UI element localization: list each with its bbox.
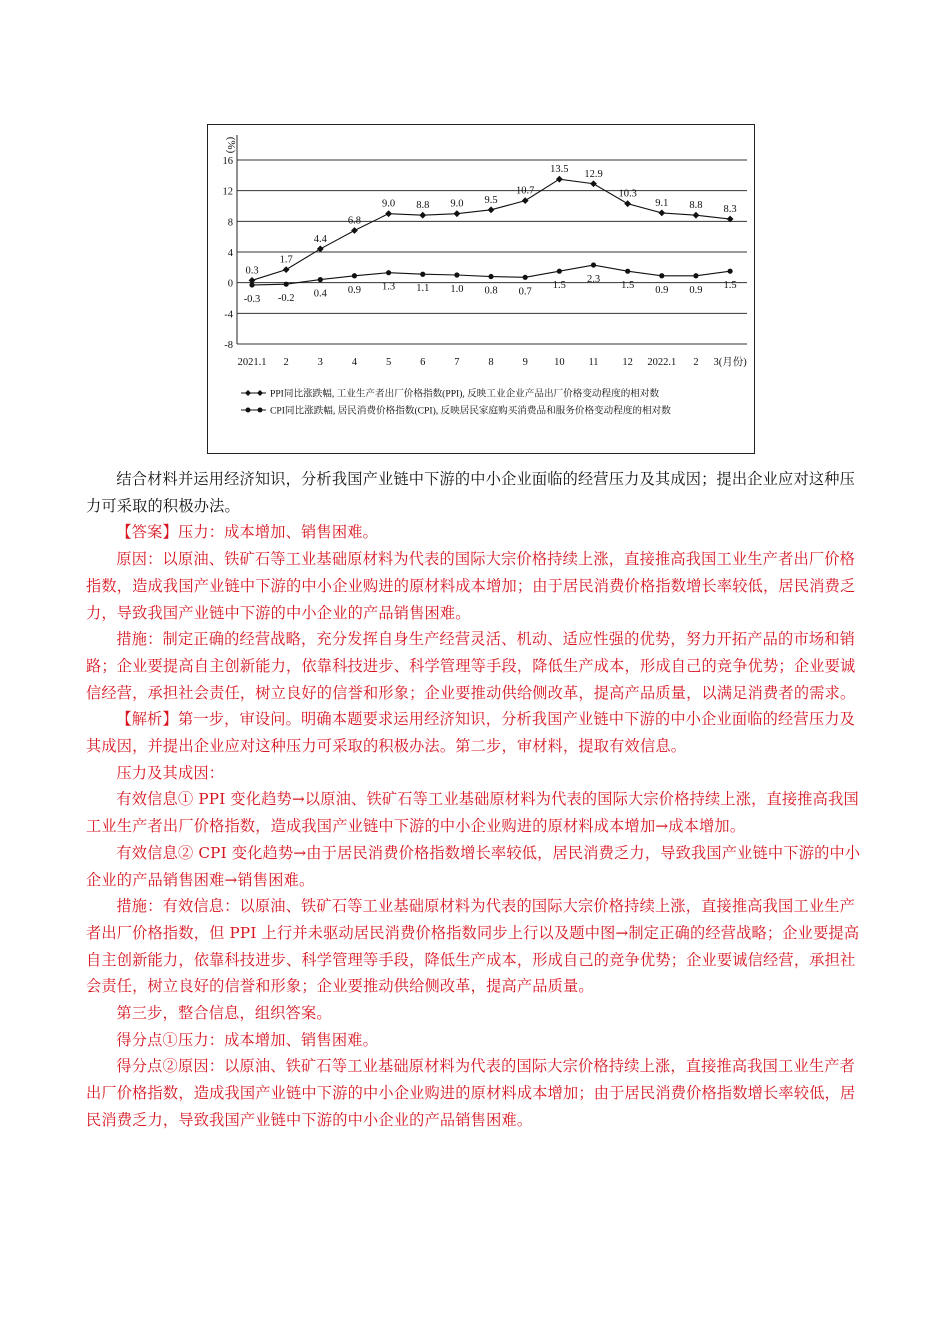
analysis-step-three: 第三步，整合信息，组织答案。	[116, 1004, 332, 1023]
y-axis-label: (%)	[225, 136, 237, 154]
ppi-point-9	[556, 176, 563, 183]
ppi-data-label-6: 9.0	[450, 198, 464, 210]
x-tick-label-6: 7	[454, 357, 460, 368]
ppi-data-label-4: 9.0	[382, 198, 396, 210]
x-tick-label-8: 9	[522, 357, 528, 368]
cpi-data-label-8: 0.7	[518, 286, 532, 298]
x-tick-label-2: 3	[317, 357, 323, 368]
cpi-point-12	[659, 273, 664, 278]
cpi-data-label-6: 1.0	[450, 284, 464, 295]
cpi-point-2	[318, 277, 323, 282]
analysis-pressure-heading: 压力及其成因：	[116, 763, 225, 782]
x-tick-label-4: 5	[385, 357, 392, 368]
answer-text	[86, 466, 866, 1134]
cpi-data-label-0: -0.3	[243, 293, 261, 305]
ppi-data-label-8: 10.7	[516, 185, 535, 197]
ppi-point-13	[693, 212, 700, 219]
ppi-point-8	[522, 197, 529, 204]
x-tick-label-10: 11	[588, 357, 599, 368]
answer-summary: 【答案】压力：成本增加、销售困难。	[116, 523, 378, 542]
ppi-point-2	[317, 246, 324, 253]
cpi-point-11	[625, 269, 630, 274]
y-tick-label-16: 16	[222, 156, 233, 167]
cpi-data-label-5: 1.1	[416, 283, 430, 295]
x-tick-label-11: 12	[622, 357, 633, 368]
x-tick-label-13: 2	[693, 357, 699, 368]
ppi-data-label-5: 8.8	[416, 200, 430, 212]
ppi-data-label-13: 8.8	[689, 200, 703, 212]
answer-measures: 措施：制定正确的经营战略，充分发挥自身生产经营灵活、机动、适应性强的优势，努力开拓产品的市场和销路；企业要提高自主创新能力，依靠科技进步、科学管理等手段，降低生产成本，形成自己的竞争优势；企业要诚信经营，承担社会责任，树立良好的信誉和形象；企业要推动供给侧改革，提高产品质量，以满足消费者的需求。	[86, 630, 856, 702]
cpi-point-9	[557, 269, 562, 274]
ppi-data-label-1: 1.7	[279, 254, 293, 266]
cpi-point-4	[386, 270, 391, 275]
legend-ppi-marker-a	[245, 390, 251, 396]
ppi-data-label-2: 4.4	[313, 233, 327, 245]
legend-cpi-marker-a	[246, 408, 251, 413]
cpi-point-5	[420, 272, 425, 277]
cpi-data-label-1: -0.2	[277, 293, 295, 305]
cpi-point-8	[523, 275, 528, 280]
analysis-measures: 措施：有效信息：以原油、铁矿石等工业基础原材料为代表的国际大宗价格持续上涨，直接推高我国工业生产者出厂价格指数，但 PPI 上行并未驱动居民消费价格指数同步上行以及题中图→制定正确的经营战略；企业要提高自主创新能力，依靠科技进步、科学管理等手段，降低生产成本，形成自己的竞争优势；企业要诚信经营，承担社会责任，树立良好的信誉和形象；企业要推动供给侧改革，提高产品质量。	[86, 897, 860, 996]
analysis-step-one: 【解析】第一步，审设问。明确本题要求运用经济知识，分析我国产业链中下游的中小企业面临的经营压力及其成因，并提出企业应对这种压力可采取的积极办法。第二步，审材料，提取有效信息。	[86, 710, 855, 756]
ppi-data-label-0: 0.3	[245, 265, 259, 277]
y-tick-label-4: 4	[227, 248, 233, 259]
cpi-data-label-10: 2.3	[586, 274, 601, 286]
legend-cpi-marker-b	[258, 408, 263, 413]
x-tick-label-1: 2	[283, 357, 289, 368]
cpi-point-6	[454, 272, 459, 277]
ppi-point-12	[658, 210, 665, 217]
cpi-data-label-3: 0.9	[347, 284, 362, 296]
x-tick-label-12: 2022.1	[647, 357, 677, 368]
ppi-point-7	[488, 206, 495, 213]
y-tick-label--4: -4	[224, 309, 233, 321]
analysis-info-ppi: 有效信息① PPI 变化趋势→以原油、铁矿石等工业基础原材料为代表的国际大宗价格持续上涨，直接推高我国工业生产者出厂价格指数，造成我国产业链中下游的中小企业购进的原材料成本增加→成本增加。	[86, 790, 859, 836]
ppi-point-5	[419, 212, 426, 219]
ppi-data-label-14: 8.3	[723, 204, 737, 216]
x-tick-label-5: 6	[420, 357, 426, 368]
y-tick-label-12: 12	[222, 186, 233, 198]
ppi-point-11	[624, 200, 631, 207]
question-paragraph: 结合材料并运用经济知识，分析我国产业链中下游的中小企业面临的经营压力及其成因；提出企业应对这种压力可采取的积极办法。	[86, 470, 855, 515]
cpi-data-label-12: 0.9	[655, 284, 669, 296]
x-tick-label-9: 10	[554, 357, 565, 368]
x-tick-label-7: 8	[488, 357, 494, 368]
cpi-point-0	[249, 282, 254, 287]
analysis-info-cpi: 有效信息② CPI 变化趋势→由于居民消费价格指数增长率较低，居民消费乏力，导致我国产业链中下游的中小企业的产品销售困难→销售困难。	[86, 843, 861, 889]
cpi-data-label-14: 1.5	[723, 280, 737, 292]
ppi-point-1	[283, 266, 290, 273]
y-tick-label-0: 0	[227, 278, 233, 290]
cpi-data-label-7: 0.8	[484, 285, 498, 297]
ppi-data-label-3: 6.8	[347, 215, 362, 227]
ppi-point-10	[590, 180, 597, 187]
ppi-point-6	[454, 210, 461, 217]
ppi-data-label-9: 13.5	[550, 164, 569, 176]
cpi-point-14	[728, 269, 733, 274]
cpi-data-label-13: 0.9	[689, 284, 703, 296]
answer-reasons: 原因：以原油、铁矿石等工业基础原材料为代表的国际大宗价格持续上涨，直接推高我国工业生产者出厂价格指数，造成我国产业链中下游的中小企业购进的原材料成本增加；由于居民消费价格指数增长率较低，居民消费乏力，导致我国产业链中下游的中小企业的产品销售困难。	[86, 550, 856, 622]
cpi-point-1	[284, 282, 289, 287]
ppi-data-label-10: 12.9	[584, 168, 603, 180]
legend-cpi-text: CPI同比涨跌幅, 居民消费价格指数(CPI), 反映居民家庭购买消费品和服务价格变动程度的相对数	[270, 405, 671, 417]
chart-figure	[207, 124, 755, 454]
cpi-point-13	[693, 273, 698, 278]
cpi-point-10	[591, 262, 596, 267]
cpi-data-label-11: 1.5	[621, 280, 635, 292]
x-tick-label-14: 3(月份)	[713, 357, 747, 368]
cpi-data-label-9: 1.5	[552, 280, 566, 292]
ppi-data-label-7: 9.5	[484, 194, 498, 206]
ppi-point-3	[351, 227, 358, 234]
y-tick-label-8: 8	[227, 217, 233, 229]
ppi-data-label-12: 9.1	[655, 197, 669, 209]
y-tick-label--8: -8	[224, 340, 233, 351]
legend-ppi-text: PPI同比涨跌幅, 工业生产者出厂价格指数(PPI), 反映工业企业产品出厂价格变动程度的相对数	[270, 388, 660, 400]
x-tick-label-3: 4	[351, 357, 358, 368]
ppi-point-4	[385, 210, 392, 217]
x-tick-label-0: 2021.1	[237, 357, 267, 368]
cpi-data-label-4: 1.3	[382, 281, 396, 293]
cpi-point-3	[352, 273, 357, 278]
legend-ppi-marker-b	[257, 390, 263, 396]
cpi-data-label-2: 0.4	[313, 288, 327, 300]
cpi-point-7	[488, 274, 493, 279]
score-point-one: 得分点①压力：成本增加、销售困难。	[116, 1030, 378, 1049]
ppi-data-label-11: 10.3	[618, 188, 637, 200]
score-point-two: 得分点②原因：以原油、铁矿石等工业基础原材料为代表的国际大宗价格持续上涨，直接推高我国工业生产者出厂价格指数，造成我国产业链中下游的中小企业购进的原材料成本增加；由于居民消费价格指数增长率较低，居民消费乏力，导致我国产业链中下游的中小企业的产品销售困难。	[86, 1057, 856, 1129]
ppi-cpi-line-chart	[208, 125, 756, 455]
